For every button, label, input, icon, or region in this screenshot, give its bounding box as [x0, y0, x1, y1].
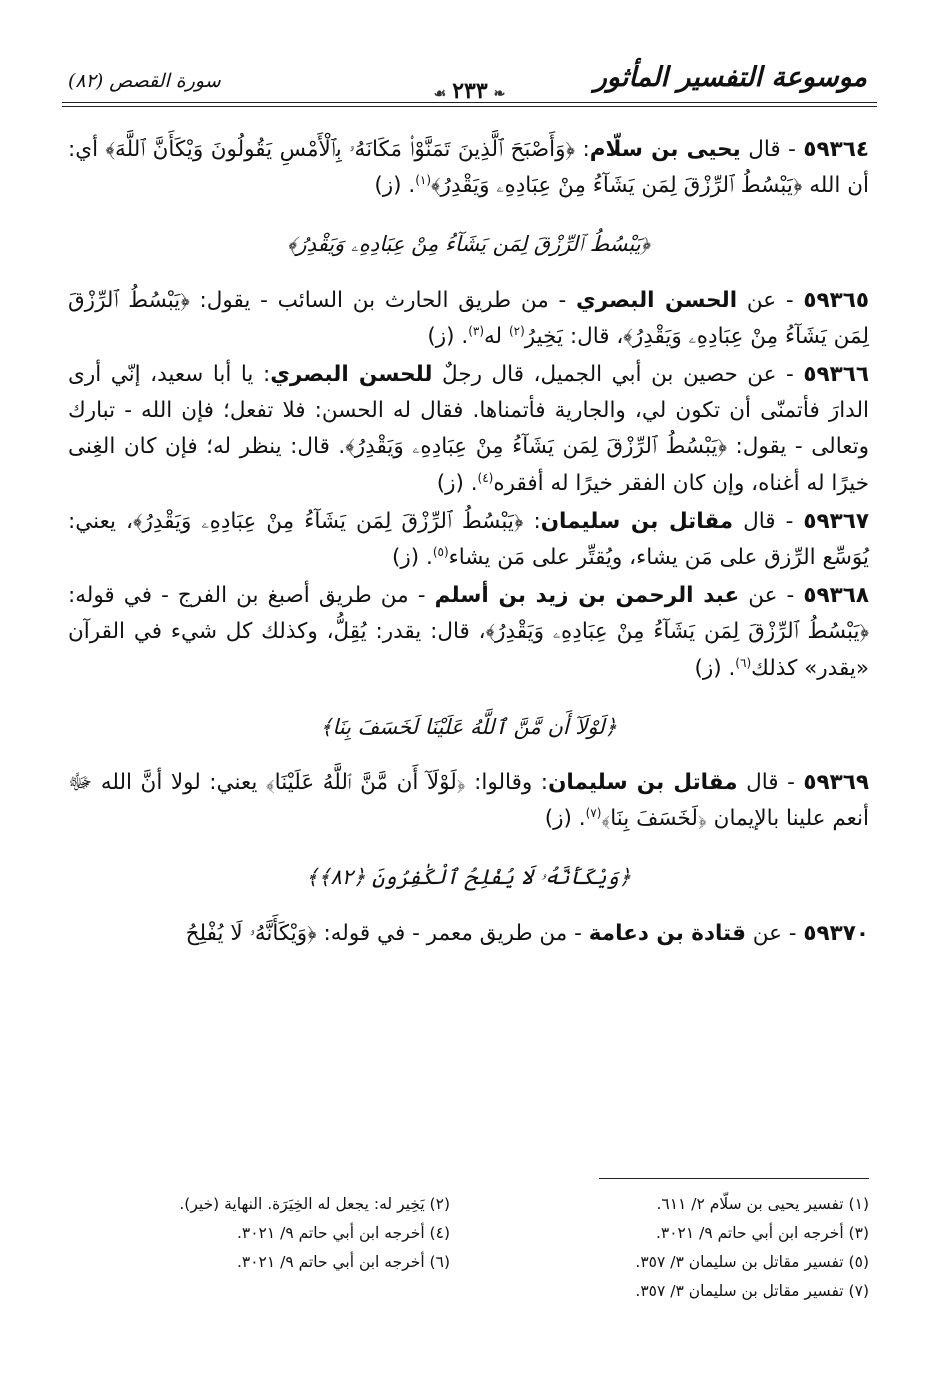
- hadith-entry: [68, 504, 869, 576]
- footnote: (٣) أخرجه ابن أبي حاتم ٩/ ٣٠٢١.: [655, 1224, 869, 1242]
- ornament-icon: ☙: [433, 86, 447, 102]
- footnote: (٥) تفسير مقاتل بن سليمان ٣/ ٣٥٧.: [635, 1253, 869, 1271]
- surah-label: سورة القصص (٨٢): [68, 70, 221, 92]
- entry-number: ٥٩٣٦٦: [803, 362, 869, 388]
- entry-number: ٥٩٣٦٩: [803, 770, 869, 796]
- main-text: [68, 132, 869, 954]
- verse-heading: ﴿يَبْسُطُ ٱلرِّزْقَ لِمَن يَشَآءُ مِنْ عِبَادِهِۦ وَيَقْدِرُ﴾: [287, 232, 650, 257]
- hadith-entry: [68, 132, 869, 204]
- hadith-entry: [68, 283, 869, 355]
- entry-number: ٥٩٣٦٥: [803, 287, 869, 313]
- entry-text: - قال يحيى بن سلّام: ﴿وَأَصْبَحَ ٱلَّذِينَ تَمَنَّوْا۟ مَكَانَهُۥ بِٱلْأَمْسِ يَقُولُونَ وَيْكَأَنَّ ٱللَّهَ﴾ أي: أن الله ﴿يَبْسُطُ ٱلرِّزْقَ لِمَن يَشَآءُ مِنْ عِبَادِهِۦ وَيَقْدِرُ﴾$^{(١)}$. (ز): [68, 137, 869, 199]
- running-head: [62, 58, 877, 108]
- entry-text: - عن قتادة بن دعامة - من طريق معمر - في قوله: ﴿وَيْكَأَنَّهُۥ لَا يُفْلِحُ: [185, 920, 804, 946]
- footnote: (٧) تفسير مقاتل بن سليمان ٣/ ٣٥٧.: [635, 1282, 869, 1300]
- footnotes-column-left: [70, 1190, 450, 1277]
- header-rule: [62, 102, 877, 103]
- entry-number: ٥٩٣٦٤: [803, 137, 870, 162]
- verse-heading: ﴿وَيْكَأَنَّهُۥ لَا يُفْلِحُ ٱلْكَٰفِرُونَ ﴿٨٢﴾﴾: [305, 865, 632, 890]
- page-number: ٢٣٣: [452, 78, 488, 104]
- header-rule: [62, 106, 877, 107]
- footnote: (١) تفسير يحيى بن سلّام ٢/ ٦١١.: [656, 1195, 869, 1213]
- entry-text: - قال مقاتل بن سليمان: ﴿يَبْسُطُ ٱلرِّزْقَ لِمَن يَشَآءُ مِنْ عِبَادِهِۦ وَيَقْدِرُ﴾، يعني: يُوَسِّع الرِّزق على مَن يشاء، ويُقتِّر على مَن يشاء$^{(٥)}$. (ز): [68, 508, 869, 571]
- entry-text: - عن حصين بن أبي الجميل، قال رجلٌ للحسن البصري: يا أبا سعيد، إنّي أرى الدارَ فأتمنّى أن تكون لي، والجارية فأتمناها. فقال له الحسن: فلا تفعل؛ فإن الله - تبارك وتعالى - يقول: ﴿يَبْسُطُ ٱلرِّزْقَ لِمَن يَشَآءُ مِنْ عِبَادِهِۦ وَيَقْدِرُ﴾. قال: ينظر له؛ فإن كان الغِنى خيرًا له أغناه، وإن كان الفقر خيرًا له أفقره$^{(٤)}$. (ز): [68, 362, 869, 496]
- hadith-entry: [68, 765, 869, 837]
- footnote-separator: [599, 1178, 869, 1179]
- entry-text: - عن الحسن البصري - من طريق الحارث بن السائب - يقول: ﴿يَبْسُطُ ٱلرِّزْقَ لِمَن يَشَآءُ مِنْ عِبَادِهِۦ وَيَقْدِرُ﴾، قال: يَخِيرُ$^{(٢)}$ له$^{(٣)}$. (ز): [68, 287, 869, 349]
- entry-number: ٥٩٣٧٠: [803, 920, 869, 946]
- footnote: (٦) أخرجه ابن أبي حاتم ٩/ ٣٠٢١.: [236, 1253, 450, 1271]
- footnote: (٤) أخرجه ابن أبي حاتم ٩/ ٣٠٢١.: [236, 1224, 450, 1242]
- entry-number: ٥٩٣٦٨: [803, 583, 869, 609]
- footnotes-column-right: [449, 1190, 869, 1306]
- book-title: موسوعة التفسير المأثور: [593, 62, 867, 93]
- entry-number: ٥٩٣٦٧: [803, 508, 869, 534]
- footnote: (٢) يَخِير له: يجعل له الخِيَرَة. النهاية (خير).: [179, 1195, 450, 1213]
- hadith-entry: [68, 578, 869, 687]
- hadith-entry: [68, 916, 869, 952]
- verse-heading: ﴿لَوْلَآ أَن مَّنَّ ٱللَّهُ عَلَيْنَا لَخَسَفَ بِنَا﴾: [320, 714, 617, 739]
- ornament-icon: ❧: [493, 86, 506, 102]
- hadith-entry: [68, 357, 869, 502]
- entry-text: - عن عبد الرحمن بن زيد بن أسلم - من طريق أصبغ بن الفرج - في قوله: ﴿يَبْسُطُ ٱلرِّزْقَ لِمَن يَشَآءُ مِنْ عِبَادِهِۦ وَيَقْدِرُ﴾، قال: يقدر: يُقِلُّ، وكذلك كل شيء في القرآن «يقدر» كذلك$^{(٦)}$. (ز): [68, 583, 869, 681]
- entry-text: - قال مقاتل بن سليمان: وقالوا: ﴿لَوْلَآ أَن مَّنَّ ٱللَّهُ عَلَيْنَا﴾ يعني: لولا أنَّ الله ﷻ أنعم علينا بالإيمان ﴿لَخَسَفَ بِنَا﴾$^{(٧)}$. (ز): [68, 770, 869, 832]
